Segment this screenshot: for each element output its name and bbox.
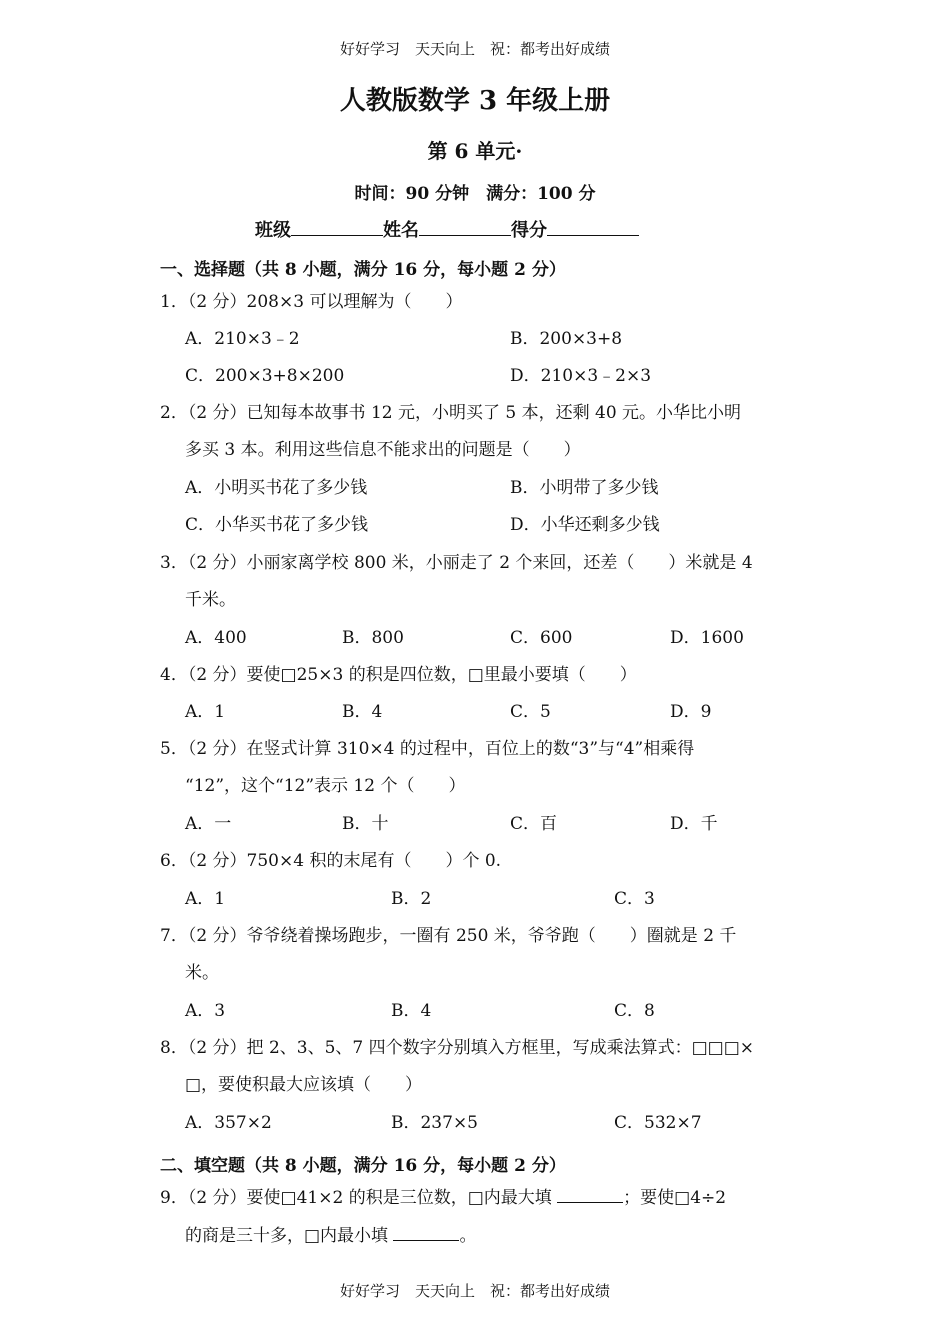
q7-option-a: A．3 <box>185 1001 226 1021</box>
question-9-cont <box>185 1218 476 1255</box>
q6-option-a: A．1 <box>185 889 226 909</box>
question-3: 3．（2 分）小丽家离学校 800 米，小丽走了 2 个来回，还差（ ）米就是 4 <box>160 553 753 573</box>
q1-option-d: D．210×3﹣2×3 <box>510 366 652 386</box>
question-1: 1．（2 分）208×3 可以理解为（ ） <box>160 292 463 312</box>
q9-text-4: 。 <box>459 1226 477 1246</box>
question-8: 8．（2 分）把 2、3、5、7 四个数字分别填入方框里，写成乘法算式：□□□× <box>160 1038 755 1058</box>
q9-text-2: ；要使□4÷2 <box>623 1188 727 1208</box>
q4-option-d: D．9 <box>670 702 712 722</box>
score-blank[interactable] <box>547 217 639 236</box>
q1-option-c: C．200×3+8×200 <box>185 366 345 386</box>
q1-option-b: B．200×3+8 <box>510 329 623 349</box>
q9-blank-1[interactable] <box>557 1186 623 1203</box>
question-6: 6．（2 分）750×4 积的末尾有（ ）个 0. <box>160 851 502 871</box>
q2-option-a: A．小明买书花了多少钱 <box>185 478 368 498</box>
q3-option-b: B．800 <box>342 628 404 648</box>
question-8-cont: □，要使积最大应该填（ ） <box>185 1075 423 1095</box>
question-4: 4．（2 分）要使□25×3 的积是四位数，□里最小要填（ ） <box>160 665 637 685</box>
q5-option-d: D．千 <box>670 814 718 834</box>
page-footer: 好好学习 天天向上 祝：都考出好成绩 <box>339 1282 610 1300</box>
question-7-cont: 米。 <box>185 963 219 983</box>
class-label: 班级 <box>255 220 291 241</box>
q6-option-b: B．2 <box>391 889 432 909</box>
q3-option-a: A．400 <box>185 628 247 648</box>
q4-option-b: B．4 <box>342 702 383 722</box>
question-2: 2．（2 分）已知每本故事书 12 元，小明买了 5 本，还剩 40 元。小华比小明 <box>160 403 742 423</box>
q5-option-c: C．百 <box>510 814 558 834</box>
section-fill-heading: 二、填空题（共 8 小题，满分 16 分，每小题 2 分） <box>160 1156 566 1176</box>
q9-blank-2[interactable] <box>393 1224 459 1241</box>
time-info: 时间：90 分钟 满分：100 分 <box>354 184 596 204</box>
q7-option-c: C．8 <box>614 1001 655 1021</box>
section-choice-heading: 一、选择题（共 8 小题，满分 16 分，每小题 2 分） <box>160 260 566 280</box>
page-header: 好好学习 天天向上 祝：都考出好成绩 <box>339 40 610 58</box>
q9-text-1: 9．（2 分）要使□41×2 的积是三位数，□内最大填 <box>160 1188 552 1208</box>
q9-text-3: 的商是三十多，□内最小填 <box>185 1226 389 1246</box>
class-blank[interactable] <box>291 217 383 236</box>
q2-option-c: C．小华买书花了多少钱 <box>185 515 369 535</box>
question-9 <box>160 1180 726 1217</box>
score-label: 得分 <box>511 220 547 241</box>
question-5: 5．（2 分）在竖式计算 310×4 的过程中，百位上的数“3”与“4”相乘得 <box>160 739 695 759</box>
q2-option-b: B．小明带了多少钱 <box>510 478 659 498</box>
q3-option-d: D．1600 <box>670 628 744 648</box>
question-5-cont: “12”，这个“12”表示 12 个（ ） <box>185 776 466 796</box>
name-blank[interactable] <box>419 217 511 236</box>
document-title: 人教版数学 3 年级上册 <box>339 86 611 116</box>
name-label: 姓名 <box>383 220 419 241</box>
q4-option-a: A．1 <box>185 702 226 722</box>
question-7: 7．（2 分）爷爷绕着操场跑步，一圈有 250 米，爷爷跑（ ）圈就是 2 千 <box>160 926 737 946</box>
q8-option-c: C．532×7 <box>614 1113 702 1133</box>
q1-option-a: A．210×3﹣2 <box>185 329 300 349</box>
q8-option-a: A．357×2 <box>185 1113 272 1133</box>
q2-option-d: D．小华还剩多少钱 <box>510 515 660 535</box>
q5-option-a: A．一 <box>185 814 232 834</box>
question-3-cont: 千米。 <box>185 590 236 610</box>
q7-option-b: B．4 <box>391 1001 432 1021</box>
q3-option-c: C．600 <box>510 628 573 648</box>
q6-option-c: C．3 <box>614 889 655 909</box>
q5-option-b: B．十 <box>342 814 389 834</box>
unit-title: 第 6 单元· <box>427 139 523 163</box>
q4-option-c: C．5 <box>510 702 551 722</box>
q8-option-b: B．237×5 <box>391 1113 479 1133</box>
student-info <box>255 216 639 242</box>
question-2-cont: 多买 3 本。利用这些信息不能求出的问题是（ ） <box>185 440 581 460</box>
